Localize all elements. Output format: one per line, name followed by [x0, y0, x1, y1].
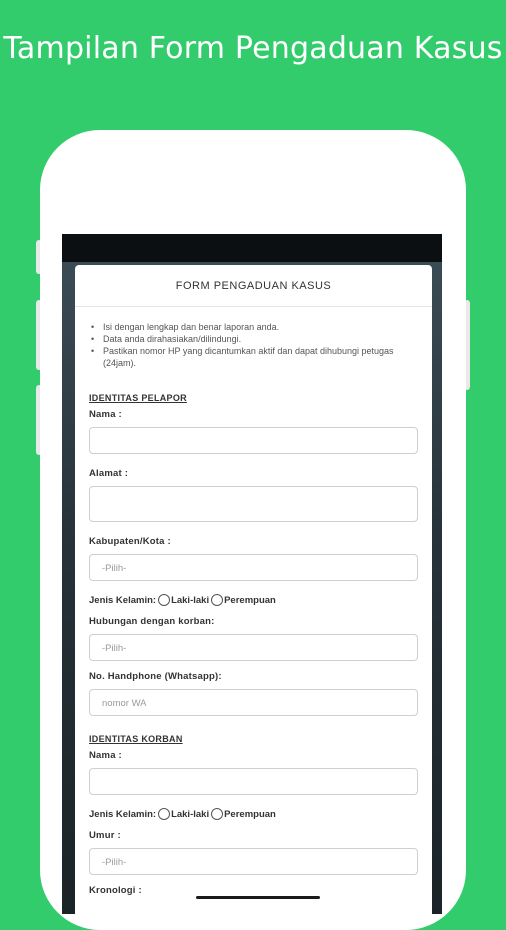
pelapor-gender-row: [89, 594, 432, 606]
section-pelapor-heading: IDENTITAS PELAPOR: [89, 393, 187, 403]
korban-gender-male-label[interactable]: Laki-laki: [171, 808, 210, 820]
banner-title: Tampilan Form Pengaduan Kasus: [3, 30, 503, 66]
pelapor-relation-select[interactable]: -Pilih-: [89, 634, 418, 661]
pelapor-name-label: Nama :: [89, 409, 122, 420]
note-item: • Pastikan nomor HP yang dicantumkan aktif dan dapat dihubungi petugas (24jam).: [91, 346, 394, 368]
korban-gender-label: Jenis Kelamin:: [89, 808, 157, 820]
pelapor-kabupaten-label: Kabupaten/Kota :: [89, 536, 171, 547]
pelapor-phone-input[interactable]: nomor WA: [89, 689, 418, 716]
pelapor-kabupaten-select[interactable]: -Pilih-: [89, 554, 418, 581]
korban-gender-female-radio[interactable]: [211, 808, 223, 820]
status-bar: [62, 234, 442, 262]
home-indicator: [196, 896, 320, 899]
pelapor-relation-label: Hubungan dengan korban:: [89, 616, 215, 627]
form-body[interactable]: [75, 307, 432, 896]
pelapor-gender-male-radio[interactable]: [158, 594, 170, 606]
note-item: • Isi dengan lengkap dan benar laporan anda.: [91, 322, 280, 332]
form-title: FORM PENGADUAN KASUS: [75, 265, 432, 307]
pelapor-name-input[interactable]: [89, 427, 418, 454]
pelapor-gender-female-label[interactable]: Perempuan: [224, 594, 276, 606]
phone-screen: [62, 234, 442, 914]
pelapor-gender-label: Jenis Kelamin:: [89, 594, 157, 606]
complaint-form-modal: [75, 265, 432, 914]
pelapor-gender-female-radio[interactable]: [211, 594, 223, 606]
section-korban-heading: IDENTITAS KORBAN: [89, 734, 183, 744]
korban-age-label: Umur :: [89, 830, 121, 841]
korban-gender-female-label[interactable]: Perempuan: [224, 808, 276, 820]
korban-age-select[interactable]: -Pilih-: [89, 848, 418, 875]
korban-name-label: Nama :: [89, 750, 122, 761]
korban-gender-row: [89, 808, 432, 820]
pelapor-phone-label: No. Handphone (Whatsapp):: [89, 671, 222, 682]
note-item: • Data anda dirahasiakan/dilindungi.: [91, 334, 242, 344]
pelapor-gender-male-label[interactable]: Laki-laki: [171, 594, 210, 606]
korban-gender-male-radio[interactable]: [158, 808, 170, 820]
korban-chronology-label: Kronologi :: [89, 885, 142, 896]
form-notes: [89, 321, 409, 369]
korban-name-input[interactable]: [89, 768, 418, 795]
pelapor-address-textarea[interactable]: [89, 486, 418, 522]
pelapor-address-label: Alamat :: [89, 468, 129, 479]
